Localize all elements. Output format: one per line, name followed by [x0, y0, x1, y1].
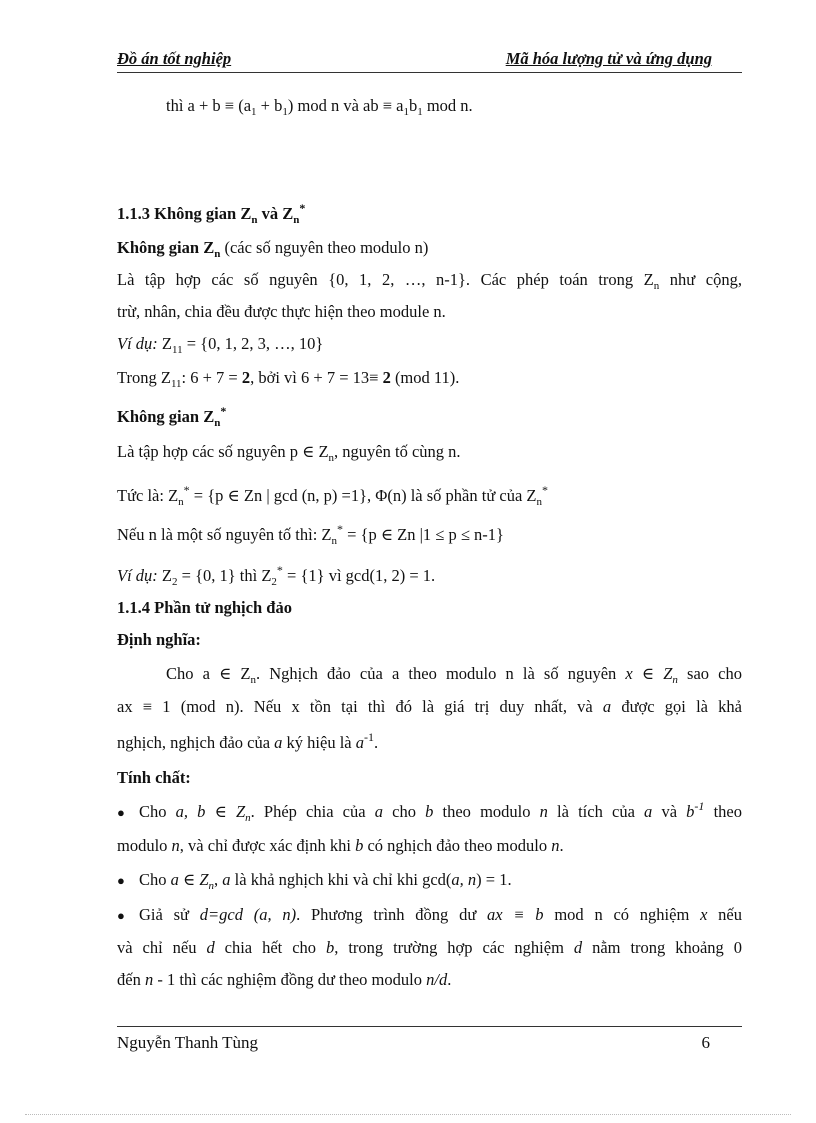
prime-case: Nếu n là một số nguyên tố thì: $Z_n^* = \{p$ ∈ Zn |1 ≤ p ≤ n-1}	[117, 522, 504, 547]
bullet-3-line-1: ● Giả sử d=gcd (a, n). Phương trình đồng dư ax ≡ b mod n có nghiệm x nếu	[117, 905, 743, 924]
header-left: Đồ án tốt nghiệp	[117, 49, 232, 68]
znstar-set-def: Tức là: $Z_n^* = \{p$ ∈ Zn | gcd (n, p) =1}, Φ(n) là số phần tử của $Z_n^*$	[117, 483, 548, 508]
zn-heading: Không gian $Z_n$ (các số nguyên theo modulo n)	[117, 238, 429, 260]
znstar-heading: Không gian $Z_n^*$	[117, 404, 227, 429]
definition-line-3: nghịch, nghịch đảo của a ký hiệu là $a^{-1}$.	[117, 730, 379, 752]
page-number: 6	[701, 1033, 710, 1052]
example-z2: Ví dụ: $Z_2 = \{0$, 1} thì $Z_2^* = \{1\}$ vì gcd(1, 2) = 1.	[117, 563, 436, 588]
zn-def-line-1: Là tập hợp các số nguyên {0, 1, 2, …, n-1}. Các phép toán trong $Z_n$ như cộng,	[117, 270, 742, 292]
definition-line-1: Cho a ∈ $Z_n$. Nghịch đảo của a theo modulo n là số nguyên x ∈ $Z_n$ sao cho	[166, 664, 742, 686]
bullet-icon: ●	[117, 908, 125, 923]
page-footer	[117, 1026, 742, 1052]
znstar-def: Là tập hợp các số nguyên p ∈ $Z_n$, nguyên tố cùng n.	[117, 442, 461, 464]
page-header	[117, 48, 742, 73]
bullet-3-line-2: và chỉ nếu d chia hết cho b, trong trường hợp các nghiệm d nằm trong khoảng 0	[117, 938, 743, 957]
page-edge-divider	[25, 1114, 791, 1115]
properties-label: Tính chất:	[117, 768, 191, 787]
bullet-2: ● Cho a ∈ $Z_n$, a là khả nghịch khi và chỉ khi gcd(a, n) = 1.	[117, 870, 512, 892]
example-z11-sum: Trong $Z_{11}$: 6 + 7 = 2, bởi vì 6 + 7 = 13≡ 2 (mod 11).	[117, 368, 460, 390]
bullet-icon: ●	[117, 873, 125, 888]
example-z11: Ví dụ: $Z_{11} = \{0$, 1, 2, 3, …, 10}	[117, 334, 324, 356]
header-right: Mã hóa lượng tử và ứng dụng	[505, 49, 712, 68]
definition-line-2: ax ≡ 1 (mod n). Nếu x tồn tại thì đó là giá trị duy nhất, và a được gọi là khả	[117, 697, 742, 716]
author-name: Nguyễn Thanh Tùng	[117, 1033, 259, 1052]
bullet-1-line-2: modulo n, và chỉ được xác định khi b có nghịch đảo theo modulo n.	[117, 836, 564, 855]
bullet-3-line-3: đến n - 1 thì các nghiệm đồng dư theo modulo n/d.	[117, 970, 452, 989]
section-1-1-4-heading: 1.1.4 Phần tử nghịch đảo	[117, 598, 292, 617]
definition-label: Định nghĩa:	[117, 630, 201, 649]
congruence-line: thì $a + b \equiv (a_1 + b_1)$ mod n và ab ≡ $a_1b_1$ mod n.	[166, 96, 473, 118]
bullet-1-line-1: ● Cho a, b ∈ $Z_n$. Phép chia của a cho b theo modulo n là tích của a và $b^{-1}$ theo	[117, 799, 742, 824]
section-1-1-3-heading: 1.1.3 Không gian $Z_n$ và $Z_n^*$	[117, 201, 306, 226]
bullet-icon: ●	[117, 805, 125, 820]
zn-def-line-2: trừ, nhân, chia đều được thực hiện theo module n.	[117, 302, 446, 321]
